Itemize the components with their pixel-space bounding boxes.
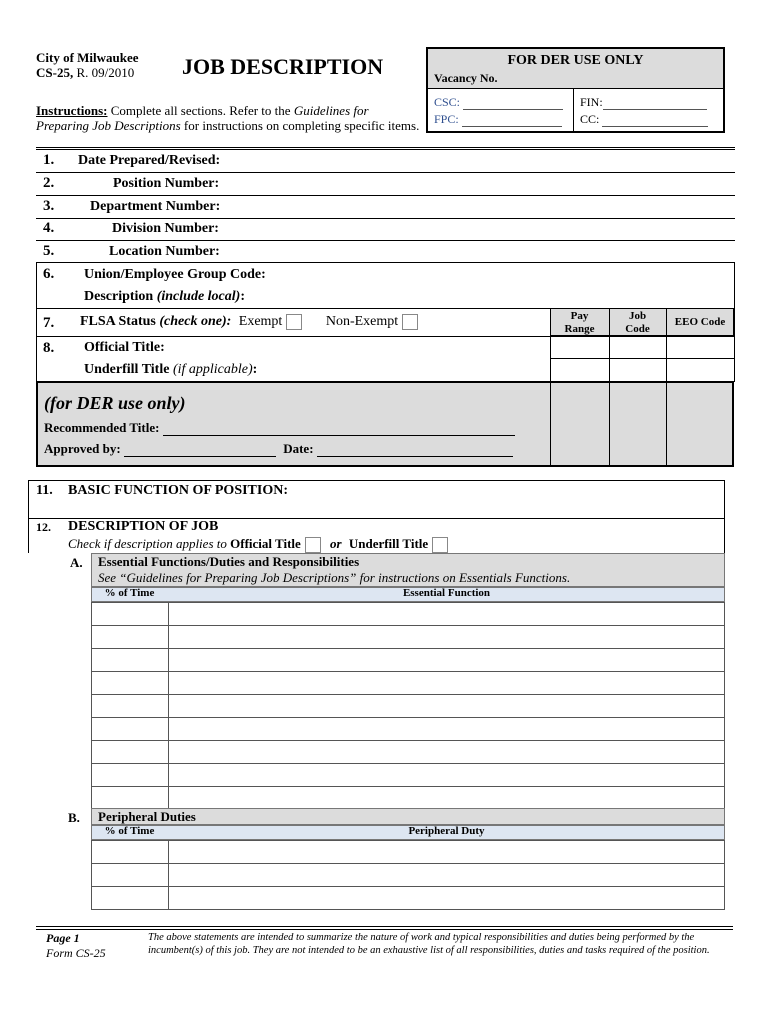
percent-cell[interactable] — [92, 864, 169, 887]
field-5-number: 5. — [43, 243, 55, 259]
city-name: City of Milwaukee — [36, 50, 139, 65]
table-row — [92, 841, 725, 864]
table-row — [92, 764, 725, 787]
fin-field[interactable] — [580, 95, 707, 110]
exempt-label: Exempt — [238, 314, 283, 330]
section-a-note: See “Guidelines for Preparing Job Descriptions” for instructions on Essentials Functions. — [98, 570, 571, 585]
location-number-label: Location Number: — [109, 244, 220, 259]
percent-cell[interactable] — [92, 787, 169, 810]
exempt-checkbox[interactable] — [286, 314, 302, 330]
percent-cell[interactable] — [92, 718, 169, 741]
instructions-text-2: for instructions on completing specific items. — [183, 118, 420, 133]
page-title: JOB DESCRIPTION — [182, 54, 384, 79]
flsa-label: FLSA Status — [80, 314, 156, 330]
flsa-status — [80, 314, 418, 330]
non-exempt-label: Non-Exempt — [325, 314, 399, 330]
union-code-label: Union/Employee Group Code: — [84, 267, 266, 282]
instructions-text: Complete all sections. Refer to the — [110, 103, 291, 118]
department-number-label: Department Number: — [90, 199, 221, 214]
fpc-field[interactable] — [434, 112, 562, 127]
percent-cell[interactable] — [92, 741, 169, 764]
non-exempt-checkbox[interactable] — [402, 314, 418, 330]
underfill-text: Underfill Title — [84, 362, 170, 377]
function-cell[interactable] — [169, 741, 725, 764]
division-number-label: Division Number: — [112, 221, 219, 236]
approved-by-field[interactable] — [44, 441, 513, 457]
percent-cell[interactable] — [92, 887, 169, 910]
fin-label: FIN: — [580, 95, 603, 109]
basic-function-label: BASIC FUNCTION OF POSITION: — [68, 483, 289, 498]
percent-cell[interactable] — [92, 603, 169, 626]
table-row — [92, 626, 725, 649]
description-of-job-label: DESCRIPTION OF JOB — [68, 519, 219, 534]
der-use-only-box — [426, 47, 725, 133]
function-cell[interactable] — [169, 718, 725, 741]
official-title-label: Official Title: — [84, 340, 165, 355]
percent-cell[interactable] — [92, 649, 169, 672]
essential-function-header: Essential Function — [402, 587, 491, 599]
form-code-label: CS-25, — [36, 65, 74, 80]
field-1-number: 1. — [43, 152, 55, 168]
table-row — [92, 787, 725, 810]
field-7-number: 7. — [43, 315, 55, 331]
duty-cell[interactable] — [169, 841, 725, 864]
description-label — [84, 289, 245, 305]
der-box-title: FOR DER USE ONLY — [507, 53, 644, 68]
peripheral-duty-header: Peripheral Duty — [408, 825, 485, 837]
position-number-input[interactable] — [226, 174, 731, 194]
description-text: Description — [84, 289, 154, 304]
percent-cell[interactable] — [92, 841, 169, 864]
field-4-number: 4. — [43, 220, 55, 236]
applies-underfill-label: Underfill Title — [348, 536, 429, 551]
duty-cell[interactable] — [169, 887, 725, 910]
instructions-label: Instructions: — [36, 103, 108, 118]
table-row — [92, 887, 725, 910]
section-a-letter: A. — [70, 555, 83, 570]
table-row — [92, 718, 725, 741]
function-cell[interactable] — [169, 603, 725, 626]
table-row — [92, 672, 725, 695]
pay-range-line1: Pay — [570, 310, 589, 322]
function-cell[interactable] — [169, 649, 725, 672]
fpc-label: FPC: — [434, 112, 459, 126]
percent-cell[interactable] — [92, 764, 169, 787]
der-section-title: (for DER use only) — [44, 393, 186, 413]
essential-percent-header: % of Time — [104, 587, 155, 599]
location-number-input[interactable] — [226, 242, 731, 262]
table-row — [92, 695, 725, 718]
applies-to-line — [68, 536, 448, 553]
table-row — [92, 649, 725, 672]
percent-cell[interactable] — [92, 672, 169, 695]
pay-range-header — [550, 310, 609, 336]
function-cell[interactable] — [169, 672, 725, 695]
section-a-title: Essential Functions/Duties and Responsibilities — [98, 554, 360, 569]
field-8-number: 8. — [43, 340, 55, 356]
table-row — [92, 603, 725, 626]
instructions-guide-ref: Guidelines for — [293, 103, 369, 118]
vacancy-label: Vacancy No. — [434, 71, 498, 85]
peripheral-duties-table — [91, 840, 725, 910]
applies-to-text: Check if description applies to — [68, 536, 227, 551]
job-code-line2: Code — [625, 323, 650, 335]
page-number: Page 1 — [46, 931, 80, 945]
approved-by-label: Approved by: — [44, 441, 121, 456]
job-code-line1: Job — [628, 310, 647, 322]
description-colon: : — [240, 289, 245, 304]
applies-underfill-checkbox[interactable] — [432, 537, 448, 553]
duty-cell[interactable] — [169, 864, 725, 887]
job-code-header — [609, 310, 666, 336]
recommended-title-label: Recommended Title: — [44, 420, 160, 435]
date-prepared-label: Date Prepared/Revised: — [78, 153, 221, 168]
field-3-number: 3. — [43, 198, 55, 214]
form-code — [36, 65, 134, 81]
csc-field[interactable] — [434, 95, 563, 110]
instructions-guide-ref-2: Preparing Job Descriptions — [36, 118, 181, 133]
function-cell[interactable] — [169, 787, 725, 810]
table-row — [92, 741, 725, 764]
footer-disclaimer: The above statements are intended to summarize the nature of work and typical responsibilities and duties being performed by the incumbent(s) of this job. They are not intended to be an exhaustive list of all responsibilities, duties and tasks required of the position. — [148, 932, 710, 956]
section-12-number: 12. — [36, 520, 51, 534]
recommended-title-field[interactable] — [44, 420, 515, 436]
underfill-title-label — [84, 362, 257, 378]
division-number-input[interactable] — [226, 219, 731, 239]
department-number-input[interactable] — [226, 197, 731, 217]
function-cell[interactable] — [169, 626, 725, 649]
cc-label: CC: — [580, 112, 600, 126]
eeo-code-header: EEO Code — [674, 316, 726, 328]
peripheral-percent-header: % of Time — [104, 825, 155, 837]
underfill-colon: : — [252, 362, 258, 377]
cc-field[interactable] — [580, 112, 708, 127]
field-2-number: 2. — [43, 175, 55, 191]
section-11-number: 11. — [36, 483, 53, 498]
section-b-letter: B. — [68, 810, 80, 825]
applies-official-checkbox[interactable] — [305, 537, 321, 553]
applies-or: or — [330, 536, 342, 551]
percent-cell[interactable] — [92, 695, 169, 718]
applies-official-label: Official Title — [230, 536, 301, 551]
flsa-check-one: (check one): — [159, 314, 232, 330]
function-cell[interactable] — [169, 764, 725, 787]
instructions — [36, 103, 426, 133]
field-6-number: 6. — [43, 266, 55, 282]
form-revision: R. 09/2010 — [76, 65, 135, 80]
footer-form-code: Form CS-25 — [46, 946, 106, 960]
underfill-if-applicable: (if applicable) — [172, 362, 253, 377]
percent-cell[interactable] — [92, 626, 169, 649]
pay-range-line2: Range — [564, 323, 595, 335]
position-number-label: Position Number: — [113, 176, 220, 191]
date-prepared-input[interactable] — [226, 151, 731, 171]
description-include-local: (include local) — [156, 289, 241, 304]
approval-date-label: Date: — [283, 441, 314, 456]
table-row — [92, 864, 725, 887]
section-b-title: Peripheral Duties — [98, 809, 196, 824]
essential-functions-table — [91, 602, 725, 810]
function-cell[interactable] — [169, 695, 725, 718]
csc-label: CSC: — [434, 95, 461, 109]
